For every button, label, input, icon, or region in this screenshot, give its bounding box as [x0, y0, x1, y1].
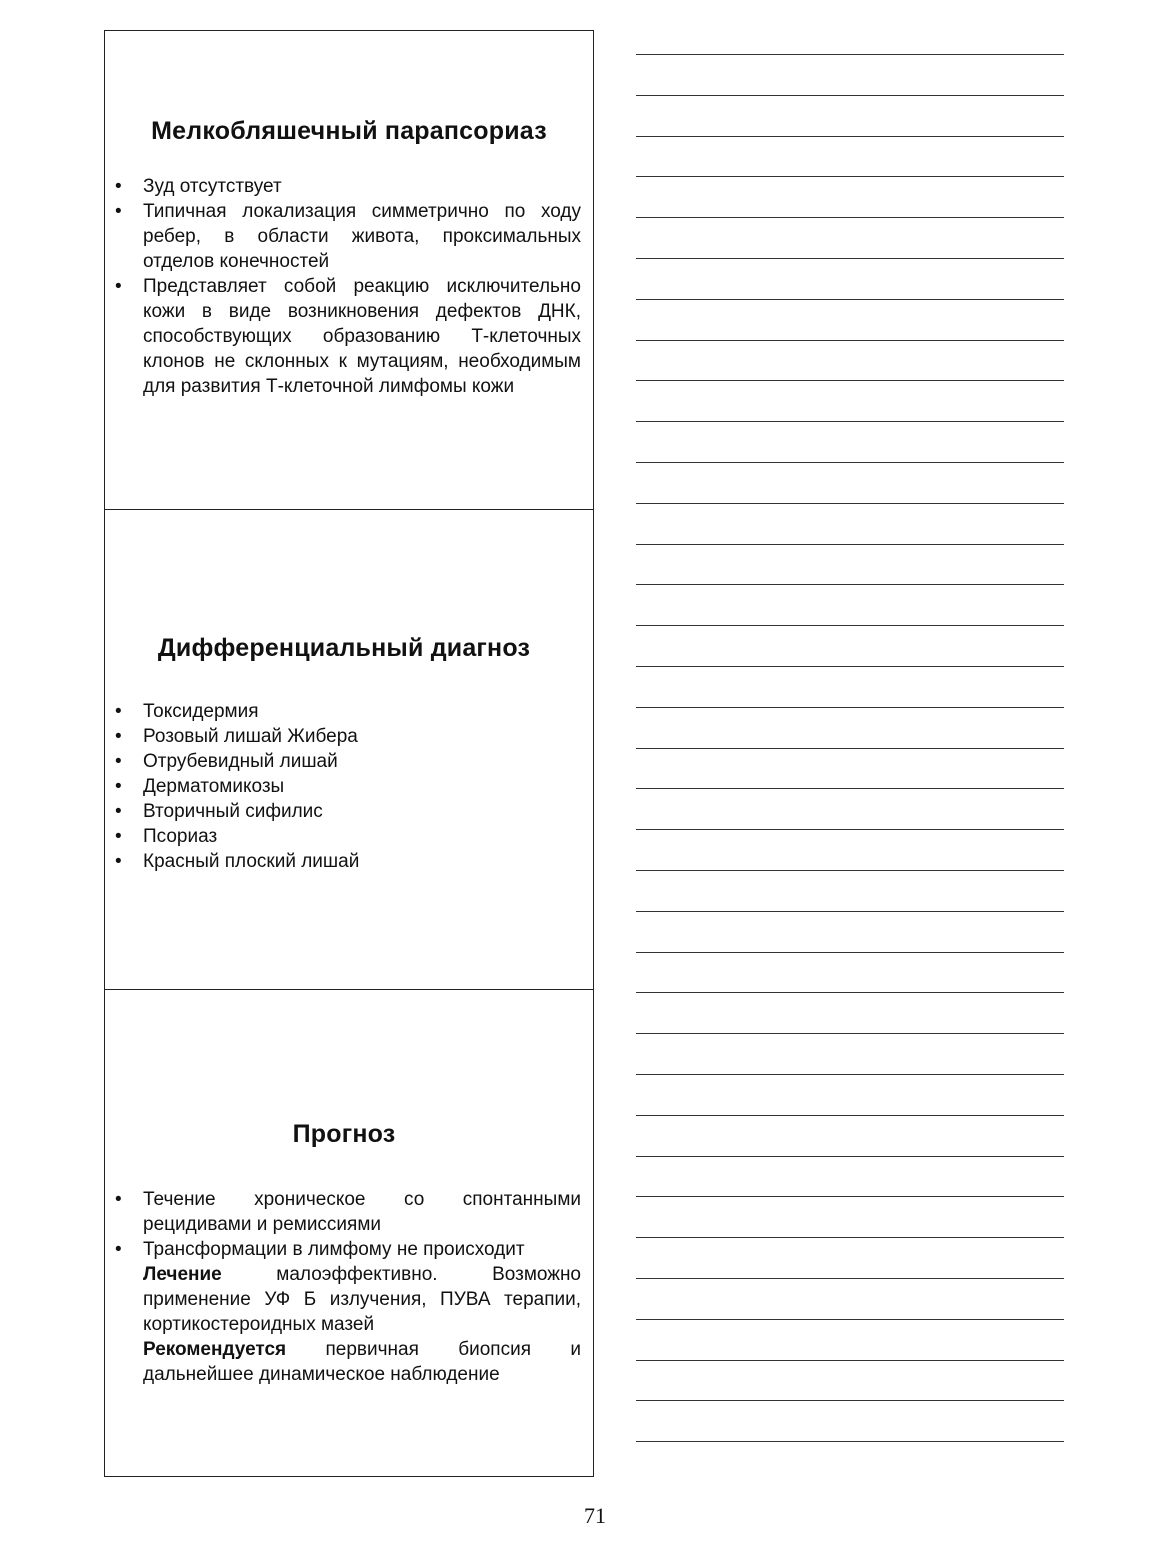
page-number: 71 [584, 1503, 606, 1528]
note-line [636, 870, 1064, 911]
list-item: • Зуд отсутствует [115, 176, 282, 197]
panel-heading: Дифференциальный диагноз [157, 634, 531, 662]
bullet-icon: • [115, 1189, 122, 1210]
note-line [636, 1360, 1064, 1401]
note-line [636, 707, 1064, 748]
bullet-icon: • [115, 751, 122, 772]
list-item: • Типичная локализация симметрично по ходу ребер, в области живота, проксимальных отделов конечностей [115, 201, 581, 272]
list-item: • Течение хроническое со спонтанными рецидивами и ремиссиями [115, 1189, 581, 1235]
note-line [636, 95, 1064, 136]
panel-heading: Прогноз [292, 1120, 396, 1148]
recommendation-label: Рекомендуется [143, 1339, 287, 1360]
note-line [636, 911, 1064, 952]
note-line [636, 952, 1064, 993]
note-line [636, 258, 1064, 299]
treatment-note [115, 1262, 581, 1337]
list-item: • Красный плоский лишай [115, 851, 360, 872]
bullet-icon: • [115, 801, 122, 822]
note-lines [636, 54, 1064, 1482]
note-line [636, 299, 1064, 340]
bullet-icon: • [115, 1239, 122, 1260]
list-item: • Вторичный сифилис [115, 801, 323, 822]
note-line [636, 788, 1064, 829]
note-line [636, 503, 1064, 544]
recommendation-text: первичная биопсия и дальнейшее динамическое наблюдение [143, 1339, 581, 1385]
bullet-list [115, 174, 581, 399]
bullet-icon: • [115, 851, 122, 872]
bullet-icon: • [115, 701, 122, 722]
recommendation-note [115, 1337, 581, 1387]
note-line [636, 625, 1064, 666]
bullet-list [115, 1187, 581, 1387]
note-line [636, 421, 1064, 462]
bullet-icon: • [115, 276, 122, 297]
note-line [636, 748, 1064, 789]
note-line [636, 992, 1064, 1033]
list-item: • Трансформации в лимфому не происходит [115, 1239, 525, 1260]
note-line [636, 1237, 1064, 1278]
note-line [636, 1115, 1064, 1156]
treatment-text: малоэффективно. Возможно применение УФ Б излучения, ПУВА терапии, кортикостероидных мазей [143, 1264, 581, 1335]
bullet-list [115, 699, 581, 874]
note-line [636, 829, 1064, 870]
panel-prognosis [105, 989, 593, 1476]
note-line [636, 462, 1064, 503]
note-line [636, 1441, 1064, 1482]
note-line [636, 584, 1064, 625]
bullet-icon: • [115, 826, 122, 847]
note-line [636, 1196, 1064, 1237]
list-item: • Токсидермия [115, 701, 259, 722]
bullet-icon: • [115, 201, 122, 222]
note-line [636, 1156, 1064, 1197]
slides-column [104, 30, 594, 1477]
note-line [636, 544, 1064, 585]
note-line [636, 1319, 1064, 1360]
note-line [636, 136, 1064, 177]
list-item: • Дерматомикозы [115, 776, 285, 797]
list-item: • Псориаз [115, 826, 218, 847]
note-line [636, 217, 1064, 258]
note-line [636, 1074, 1064, 1115]
note-line [636, 666, 1064, 707]
note-line [636, 340, 1064, 381]
panel-heading: Мелкобляшечный парапсориаз [151, 117, 547, 145]
note-line [636, 1400, 1064, 1441]
note-line [636, 1033, 1064, 1074]
bullet-icon: • [115, 726, 122, 747]
panel-differential-diagnosis [105, 509, 593, 989]
list-item: • Представляет собой реакцию исключительно кожи в виде возникновения дефектов ДНК, способствующих образованию Т-клеточных клонов не склонных к мутациям, необходимым для развития Т-клеточной лимфомы кожи [115, 276, 581, 397]
panel-small-plaque-parapsoriasis [105, 31, 593, 509]
note-line [636, 54, 1064, 95]
bullet-icon: • [115, 776, 122, 797]
list-item: • Розовый лишай Жибера [115, 726, 358, 747]
bullet-icon: • [115, 176, 122, 197]
note-line [636, 380, 1064, 421]
treatment-label: Лечение [143, 1264, 222, 1285]
note-line [636, 176, 1064, 217]
note-line [636, 1278, 1064, 1319]
list-item: • Отрубевидный лишай [115, 751, 338, 772]
